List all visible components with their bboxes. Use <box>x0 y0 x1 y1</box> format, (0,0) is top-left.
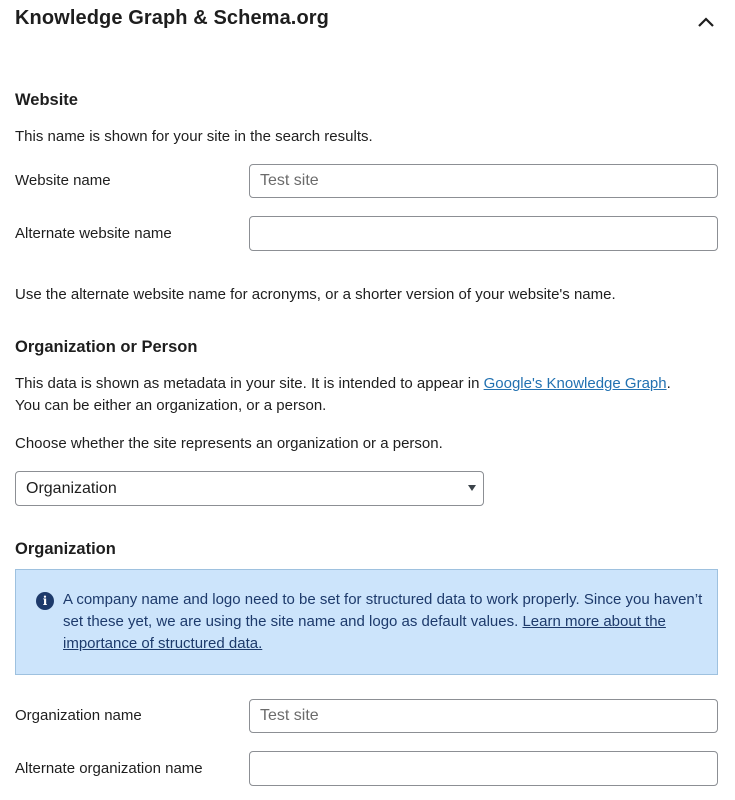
chevron-up-icon[interactable] <box>696 12 716 32</box>
website-name-label: Website name <box>15 172 111 189</box>
panel-title: Knowledge Graph & Schema.org <box>15 7 329 29</box>
website-description: This name is shown for your site in the search results. <box>15 128 373 145</box>
alternate-organization-name-label: Alternate organization name <box>15 760 203 777</box>
org-or-person-description: This data is shown as metadata in your site. It is intended to appear in Google's Knowledge Graph. You can be either an organization, or a person. <box>15 375 671 414</box>
knowledge-graph-link[interactable]: Google's Knowledge Graph <box>483 375 667 392</box>
organization-name-label: Organization name <box>15 707 142 724</box>
alternate-organization-name-input[interactable] <box>249 751 718 786</box>
caret-down-icon <box>468 485 476 491</box>
website-name-input[interactable] <box>249 164 718 198</box>
choose-entity-text: Choose whether the site represents an organization or a person. <box>15 435 443 452</box>
alternate-website-name-input[interactable] <box>249 216 718 251</box>
alternate-website-name-label: Alternate website name <box>15 225 172 242</box>
organization-heading: Organization <box>15 540 116 558</box>
organization-name-input[interactable] <box>249 699 718 733</box>
entity-type-selected: Organization <box>26 479 117 497</box>
learn-more-link[interactable]: Learn more about the importance of structured data. <box>63 613 666 652</box>
structured-data-notice <box>15 569 718 675</box>
notice-text: A company name and logo need to be set for structured data to work properly. Since you haven’t set these yet, we are using the site name and logo as default values. Learn more about the importance of structured data. <box>63 591 703 652</box>
website-heading: Website <box>15 91 78 109</box>
alternate-website-help: Use the alternate website name for acronyms, or a shorter version of your website's name. <box>15 286 616 303</box>
org-or-person-heading: Organization or Person <box>15 338 198 356</box>
entity-type-select[interactable] <box>15 471 484 506</box>
info-icon: i <box>36 592 54 610</box>
